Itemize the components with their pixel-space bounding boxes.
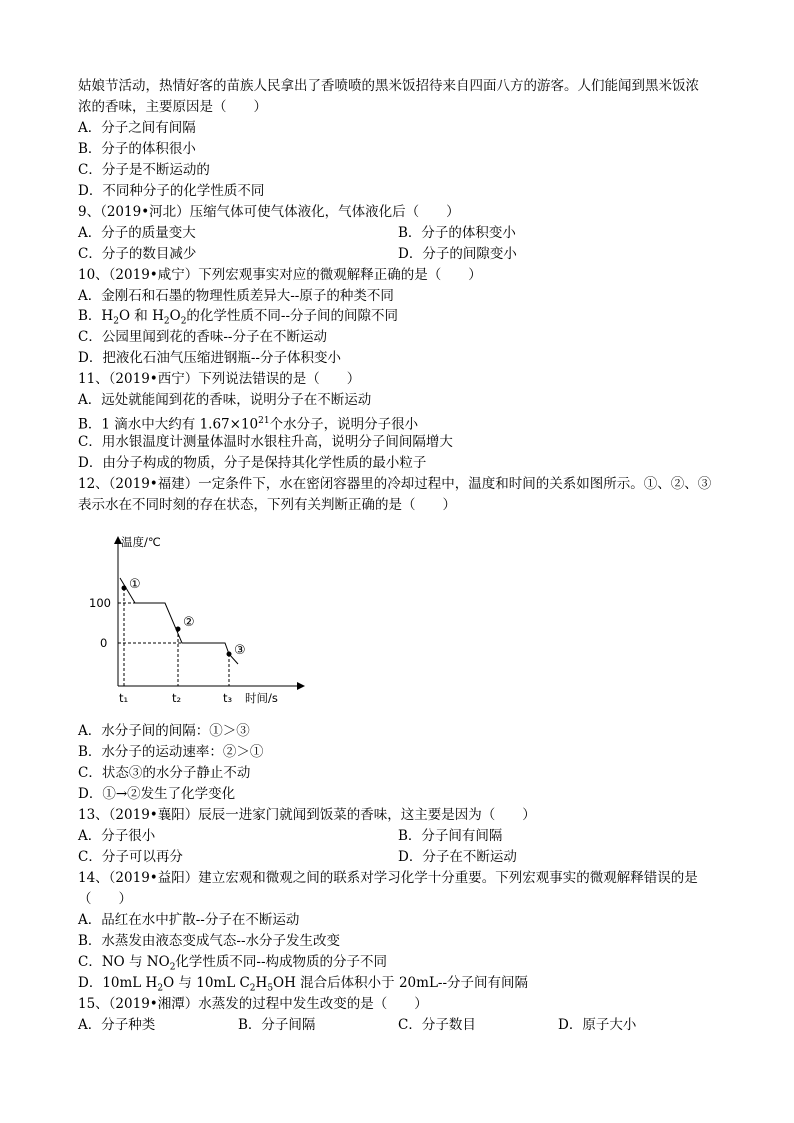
q15-option-d: D．原子大小 — [558, 1017, 637, 1033]
q12-option-d: D．①→②发生了化学变化 — [78, 786, 236, 802]
q15-option-a: A．分子种类 — [78, 1017, 156, 1033]
point-3 — [227, 652, 232, 657]
q13-option-b: B．分子间有间隔 — [398, 828, 503, 844]
x-tick-t1: t₁ — [119, 691, 129, 705]
point-1-label: ① — [129, 577, 141, 592]
q12-option-a: A．水分子间的间隔：①＞③ — [78, 723, 250, 739]
y-axis-label: 温度/℃ — [121, 535, 161, 549]
point-1 — [122, 586, 127, 591]
y-tick-0: 0 — [100, 636, 108, 650]
q10-option-d: D．把液化石油气压缩进钢瓶--分子体积变小 — [78, 350, 341, 366]
x-axis-label: 时间/s — [245, 691, 278, 705]
q14-option-c: C．NO 与 $NO_2$化学性质不同--构成物质的分子不同 — [78, 954, 388, 973]
point-2-label: ② — [183, 615, 195, 630]
q15-option-b: B．分子间隔 — [238, 1017, 316, 1033]
q12-option-c: C．状态③的水分子静止不动 — [78, 765, 251, 781]
q13-option-d: D．分子在不断运动 — [398, 849, 517, 865]
q14-option-b: B．水蒸发由液态变成气态--水分子发生改变 — [78, 933, 341, 949]
x-tick-t3: t₃ — [223, 691, 233, 705]
point-2 — [176, 627, 181, 632]
q8-stem-line1: 姑娘节活动，热情好客的苗族人民拿出了香喷喷的黑米饭招待来自四面八方的游客。人们能闻到黑米饭浓 — [78, 78, 699, 94]
y-tick-100: 100 — [89, 596, 111, 610]
q9-option-a: A．分子的质量变大 — [78, 225, 196, 241]
q14-stem-line1: 14、（2019•益阳）建立宏观和微观之间的联系对学习化学十分重要。下列宏观事实的微观解释错误的是 — [78, 870, 698, 886]
point-3-label: ③ — [234, 643, 246, 658]
q12-option-b: B．水分子的运动速率：②＞① — [78, 744, 264, 760]
q13-option-a: A．分子很小 — [78, 828, 156, 844]
q10-option-a: A．金刚石和石墨的物理性质差异大--原子的种类不同 — [78, 288, 394, 304]
q8-option-a: A．分子之间有间隔 — [78, 120, 196, 136]
x-tick-t2: t₂ — [172, 691, 182, 705]
q15-option-c: C．分子数目 — [398, 1017, 476, 1033]
q13-stem: 13、（2019•襄阳）辰辰一进家门就闻到饭菜的香味，这主要是因为（ ） — [78, 807, 536, 823]
q14-option-d: D．10mL $H_2O$ 与 10mL $C_2H_5OH$ 混合后体积小于 20mL--分子间有间隔 — [78, 975, 529, 994]
q8-stem-line2: 浓的香味，主要原因是（ ） — [78, 99, 267, 115]
q10-option-b: B．$H_2O$ 和 $H_2O_2$的化学性质不同--分子间的间隙不同 — [78, 308, 399, 327]
q8-option-b: B．分子的体积很小 — [78, 141, 196, 157]
q12-stem-line1: 12、（2019•福建）一定条件下，水在密闭容器里的冷却过程中，温度和时间的关系如图所示。①、②、③ — [78, 476, 712, 492]
q15-stem: 15、（2019•湘潭）水蒸发的过程中发生改变的是（ ） — [78, 996, 428, 1012]
q8-option-c: C．分子是不断运动的 — [78, 162, 210, 178]
cooling-curve-graph — [85, 530, 325, 710]
q9-option-b: B．分子的体积变小 — [398, 225, 516, 241]
q8-option-d: D．不同种分子的化学性质不同 — [78, 183, 265, 199]
q10-option-c: C．公园里闻到花的香味--分子在不断运动 — [78, 329, 327, 345]
q11-option-b: B．1 滴水中大约有 $1.67\times 10^{21}$个水分子，说明分子很小 — [78, 416, 419, 433]
q9-option-d: D．分子的间隙变小 — [398, 246, 517, 262]
q9-option-c: C．分子的数目减少 — [78, 246, 197, 262]
q14-option-a: A．品红在水中扩散--分子在不断运动 — [78, 912, 300, 928]
q11-option-d: D．由分子构成的物质，分子是保持其化学性质的最小粒子 — [78, 455, 427, 471]
q10-stem: 10、（2019•咸宁）下列宏观事实对应的微观解释正确的是（ ） — [78, 267, 482, 283]
q11-stem: 11、（2019•西宁）下列说法错误的是（ ） — [78, 371, 361, 387]
q11-option-c: C．用水银温度计测量体温时水银柱升高，说明分子间间隔增大 — [78, 434, 453, 450]
q11-option-a: A．远处就能闻到花的香味，说明分子在不断运动 — [78, 392, 372, 408]
q12-stem-line2: 表示水在不同时刻的存在状态，下列有关判断正确的是（ ） — [78, 497, 456, 513]
q14-stem-line2: （ ） — [78, 891, 132, 907]
q13-option-c: C．分子可以再分 — [78, 849, 183, 865]
q9-stem: 9、（2019•河北）压缩气体可使气体液化，气体液化后（ ） — [78, 204, 460, 220]
